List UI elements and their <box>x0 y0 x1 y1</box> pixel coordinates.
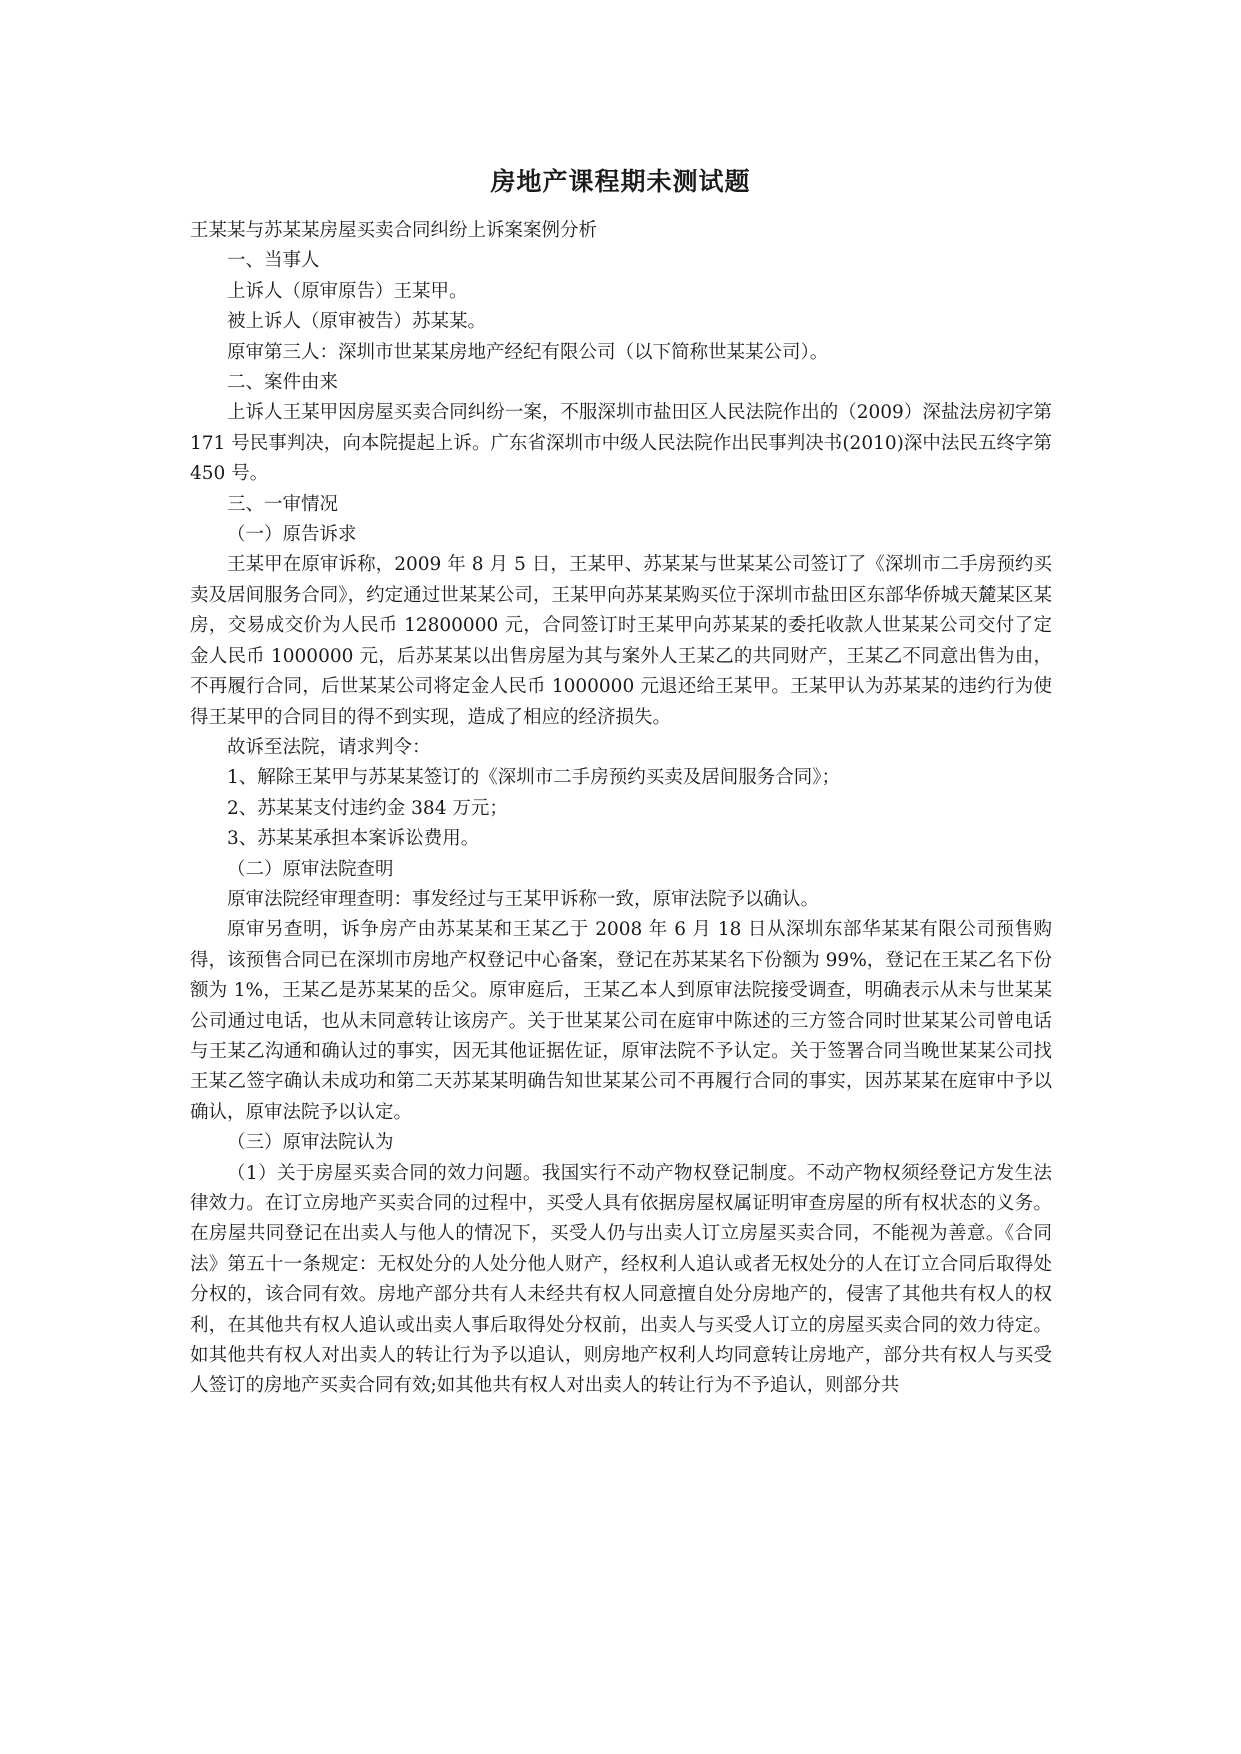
paragraph-court-findings: 原审法院经审理查明：事发经过与王某甲诉称一致，原审法院予以确认。 <box>227 888 820 910</box>
document-title: 房地产课程期未测试题 <box>490 167 751 196</box>
paragraph-further-findings: 原审另查明，诉争房产由苏某某和王某乙于 2008 年 6 月 18 日从深圳东部华某某有限公司预售购得，该预售合同已在深圳市房地产权登记中心备案，登记在苏某某名下份额为 99%，登记在王某乙名下份额为 1%，王某乙是苏某某的岳父。原审庭后，王某乙本人到原审法院接受调查，明确表示从未与世某某公司通过电话，也从未同意转让该房产。关于世某某公司在庭审中陈述的三方签合同时世某某公司曾电话与王某乙沟通和确认过的事实，因无其他证据佐证，原审法院不予认定。关于签署合同当晚世某某公司找王某乙签字确认未成功和第二天苏某某明确告知世某某公司不再履行合同的事实，因苏某某在庭审中予以确认，原审法院予以认定。 <box>190 919 1052 1123</box>
subheading-court-opinion: （三）原审法院认为 <box>227 1132 394 1154</box>
paragraph-appellee: 被上诉人（原审被告）苏某某。 <box>227 311 487 333</box>
list-item-request-2: 2、苏某某支付违约金 384 万元； <box>227 797 508 819</box>
document-body <box>190 216 1052 1402</box>
document-subtitle: 王某某与苏某某房屋买卖合同纠纷上诉案案例分析 <box>190 220 598 241</box>
paragraph-plaintiff-statement: 王某甲在原审诉称，2009 年 8 月 5 日，王某甲、苏某某与世某某公司签订了《深圳市二手房预约买卖及居间服务合同》，约定通过世某某公司，王某甲向苏某某购买位于深圳市盐田区东部华侨城天麓某区某房，交易成交价为人民币 12800000 元，合同签订时王某甲向苏某某的委托收款人世某某公司交付了定金人民币 1000000 元，后苏某某以出售房屋为其与案外人王某乙的共同财产，王某乙不同意出售为由，不再履行合同，后世某某公司将定金人民币 1000000 元退还给王某甲。王某甲认为苏某某的违约行为使得王某甲的合同目的得不到实现，造成了相应的经济损失。 <box>190 554 1052 728</box>
section-heading-case-origin: 二、案件由来 <box>227 372 339 394</box>
paragraph-appellant: 上诉人（原审原告）王某甲。 <box>227 280 468 302</box>
section-heading-first-instance: 三、一审情况 <box>227 493 339 515</box>
paragraph-court-opinion-1: （1）关于房屋买卖合同的效力问题。我国实行不动产物权登记制度。不动产物权须经登记方发生法律效力。在订立房地产买卖合同的过程中，买受人具有依据房屋权属证明审查房屋的所有权状态的义务。在房屋共同登记在出卖人与他人的情况下，买受人仍与出卖人订立房屋买卖合同，不能视为善意。《合同法》第五十一条规定：无权处分的人处分他人财产，经权利人追认或者无权处分的人在订立合同后取得处分权的，该合同有效。房地产部分共有人未经共有权人同意擅自处分房地产的，侵害了其他共有权人的权利，在其他共有权人追认或出卖人事后取得处分权前，出卖人与买受人订立的房屋买卖合同的效力待定。如其他共有权人对出卖人的转让行为予以追认，则房地产权利人均同意转让房地产，部分共有权人与买受人签订的房地产买卖合同有效;如其他共有权人对出卖人的转让行为不予追认，则部分共 <box>190 1162 1052 1397</box>
paragraph-request-intro: 故诉至法院，请求判令： <box>227 736 431 758</box>
list-item-request-1: 1、解除王某甲与苏某某签订的《深圳市二手房预约买卖及居间服务合同》； <box>227 767 841 789</box>
paragraph-case-origin: 上诉人王某甲因房屋买卖合同纠纷一案，不服深圳市盐田区人民法院作出的（2009）深盐法房初字第 171 号民事判决，向本院提起上诉。广东省深圳市中级人民法院作出民事判决书(2010)深中法民五终字第 450 号。 <box>190 402 1052 485</box>
subheading-plaintiff-claims: （一）原告诉求 <box>227 524 357 546</box>
section-heading-parties: 一、当事人 <box>227 250 320 272</box>
list-item-request-3: 3、苏某某承担本案诉讼费用。 <box>227 828 480 850</box>
paragraph-third-party: 原审第三人：深圳市世某某房地产经纪有限公司（以下简称世某某公司）。 <box>227 341 829 363</box>
subheading-court-findings: （二）原审法院查明 <box>227 858 394 880</box>
